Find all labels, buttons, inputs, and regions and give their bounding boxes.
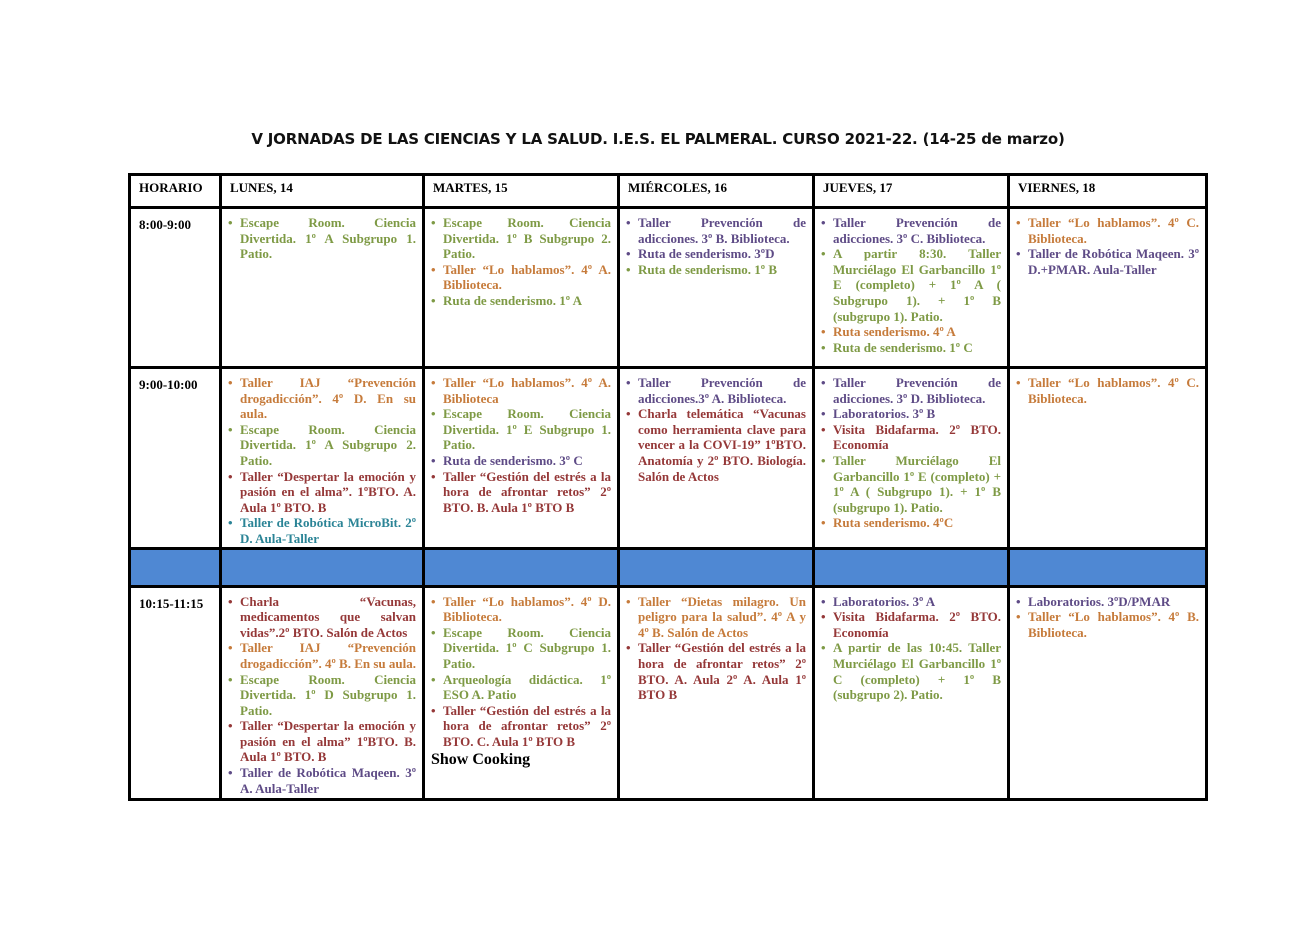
event-item: • Taller Prevención de adicciones. 3º B. Biblioteca. [626, 215, 806, 246]
header-horario: HORARIO [130, 175, 221, 208]
event-list [821, 375, 1001, 531]
event-item: • Escape Room. Ciencia Divertida. 1º A Subgrupo 1. Patio. [228, 215, 416, 262]
day-cell [814, 208, 1009, 368]
event-item: • Escape Room. Ciencia Divertida. 1º A Subgrupo 2. Patio. [228, 422, 416, 469]
day-cell [814, 586, 1009, 799]
event-item: • Taller Murciélago El Garbancillo 1º E (completo) + 1º A ( Subgrupo 1). + 1º B (subgrupo 1). Patio. [821, 453, 1001, 515]
event-item: • Ruta de senderismo. 3ºD [626, 246, 806, 262]
event-list [821, 215, 1001, 355]
time-row [130, 368, 1207, 549]
break-cell [130, 548, 221, 586]
day-cell [1009, 586, 1207, 799]
day-cell [1009, 208, 1207, 368]
event-list [431, 215, 611, 309]
day-cell [424, 586, 619, 799]
header-jueves: JUEVES, 17 [814, 175, 1009, 208]
event-list [228, 594, 416, 797]
event-item: • A partir 8:30. Taller Murciélago El Garbancillo 1º E (completo) + 1º A ( Subgrupo 1). + 1º B (subgrupo 1). Patio. [821, 246, 1001, 324]
header-row [130, 175, 1207, 208]
break-cell [619, 548, 814, 586]
event-item: • Taller “Lo hablamos”. 4º A. Biblioteca [431, 375, 611, 406]
event-list [228, 215, 416, 262]
event-item: • Taller “Dietas milagro. Un peligro para la salud”. 4º A y 4º B. Salón de Actos [626, 594, 806, 641]
day-cell [424, 368, 619, 549]
event-item: • Laboratorios. 3ºD/PMAR [1016, 594, 1199, 610]
page-title: V JORNADAS DE LAS CIENCIAS Y LA SALUD. I.E.S. EL PALMERAL. CURSO 2021-22. (14-25 de marzo) [251, 130, 1065, 148]
schedule-table [128, 173, 1208, 801]
event-item: • Taller “Despertar la emoción y pasión en el alma” 1ºBTO. B. Aula 1º BTO. B [228, 718, 416, 765]
event-list [228, 375, 416, 547]
day-cell [221, 586, 424, 799]
event-item: • Ruta senderismo. 4ºC [821, 515, 1001, 531]
event-item: • Escape Room. Ciencia Divertida. 1º B Subgrupo 2. Patio. [431, 215, 611, 262]
time-row [130, 586, 1207, 799]
event-item: • Visita Bidafarma. 2º BTO. Economía [821, 422, 1001, 453]
event-item: • Charla telemática “Vacunas como herramienta clave para vencer a la COVI-19” 1ºBTO. Anatomía y 2º BTO. Biología. Salón de Actos [626, 406, 806, 484]
header-lunes: LUNES, 14 [221, 175, 424, 208]
event-item: • A partir de las 10:45. Taller Murciélago El Garbancillo 1º C (completo) + 1º B (subgrupo 2). Patio. [821, 640, 1001, 702]
event-item: • Visita Bidafarma. 2º BTO. Economía [821, 609, 1001, 640]
event-item: • Taller Prevención de adicciones. 3º D. Biblioteca. [821, 375, 1001, 406]
event-item: • Laboratorios. 3º A [821, 594, 1001, 610]
event-list [431, 375, 611, 515]
day-cell [814, 368, 1009, 549]
event-list [626, 375, 806, 484]
event-item: • Taller “Despertar la emoción y pasión en el alma”. 1ºBTO. A. Aula 1º BTO. B [228, 469, 416, 516]
event-item: • Ruta de senderismo. 3º C [431, 453, 611, 469]
event-list [626, 215, 806, 277]
event-list [821, 594, 1001, 703]
event-item: • Taller “Lo hablamos”. 4º A. Biblioteca. [431, 262, 611, 293]
break-cell [814, 548, 1009, 586]
event-item: • Taller IAJ “Prevención drogadicción”. 4º D. En su aula. [228, 375, 416, 422]
event-list [1016, 594, 1199, 641]
event-item: • Escape Room. Ciencia Divertida. 1º D Subgrupo 1. Patio. [228, 672, 416, 719]
event-item: • Taller “Lo hablamos”. 4º C. Biblioteca. [1016, 375, 1199, 406]
event-item: • Taller “Gestión del estrés a la hora de afrontar retos” 2º BTO. B. Aula 1º BTO B [431, 469, 611, 516]
time-slot: 9:00-10:00 [130, 368, 221, 549]
header-viernes: VIERNES, 18 [1009, 175, 1207, 208]
event-item: • Escape Room. Ciencia Divertida. 1º E Subgrupo 1. Patio. [431, 406, 611, 453]
event-item: • Ruta de senderismo. 1º A [431, 293, 611, 309]
event-item: • Laboratorios. 3º B [821, 406, 1001, 422]
day-cell [619, 586, 814, 799]
event-item: • Taller Prevención de adicciones.3º A. Biblioteca. [626, 375, 806, 406]
time-row [130, 208, 1207, 368]
event-item: • Escape Room. Ciencia Divertida. 1º C Subgrupo 1. Patio. [431, 625, 611, 672]
event-item: • Arqueología didáctica. 1º ESO A. Patio [431, 672, 611, 703]
break-cell [221, 548, 424, 586]
event-item: • Ruta de senderismo. 1º C [821, 340, 1001, 356]
time-slot: 8:00-9:00 [130, 208, 221, 368]
event-item: • Charla “Vacunas, medicamentos que salvan vidas”.2º BTO. Salón de Actos [228, 594, 416, 641]
event-item: • Taller IAJ “Prevención drogadicción”. 4º B. En su aula. [228, 640, 416, 671]
event-item: • Taller “Gestión del estrés a la hora de afrontar retos” 2º BTO. A. Aula 2º A. Aula 1º BTO B [626, 640, 806, 702]
day-cell [424, 208, 619, 368]
event-item: • Taller “Gestión del estrés a la hora de afrontar retos” 2º BTO. C. Aula 1º BTO B [431, 703, 611, 750]
event-item: • Ruta de senderismo. 1º B [626, 262, 806, 278]
day-cell [619, 368, 814, 549]
break-cell [424, 548, 619, 586]
time-slot: 10:15-11:15 [130, 586, 221, 799]
day-cell [619, 208, 814, 368]
event-item: • Taller “Lo hablamos”. 4º B. Biblioteca. [1016, 609, 1199, 640]
break-row [130, 548, 1207, 586]
event-item: • Taller Prevención de adicciones. 3º C. Biblioteca. [821, 215, 1001, 246]
day-cell [221, 208, 424, 368]
day-cell [1009, 368, 1207, 549]
event-list [1016, 375, 1199, 406]
event-item: • Taller de Robótica Maqeen. 3º A. Aula-Taller [228, 765, 416, 796]
event-item: • Taller “Lo hablamos”. 4º D. Biblioteca. [431, 594, 611, 625]
event-note: Show Cooking [431, 751, 531, 769]
header-miercoles: MIÉRCOLES, 16 [619, 175, 814, 208]
event-list [626, 594, 806, 703]
event-item: • Ruta senderismo. 4º A [821, 324, 1001, 340]
event-item: • Taller de Robótica MicroBit. 2º D. Aula-Taller [228, 515, 416, 546]
event-item: • Taller de Robótica Maqeen. 3º D.+PMAR. Aula-Taller [1016, 246, 1199, 277]
break-cell [1009, 548, 1207, 586]
day-cell [221, 368, 424, 549]
header-martes: MARTES, 15 [424, 175, 619, 208]
event-item: • Taller “Lo hablamos”. 4º C. Biblioteca. [1016, 215, 1199, 246]
event-list [431, 594, 611, 750]
event-list [1016, 215, 1199, 277]
